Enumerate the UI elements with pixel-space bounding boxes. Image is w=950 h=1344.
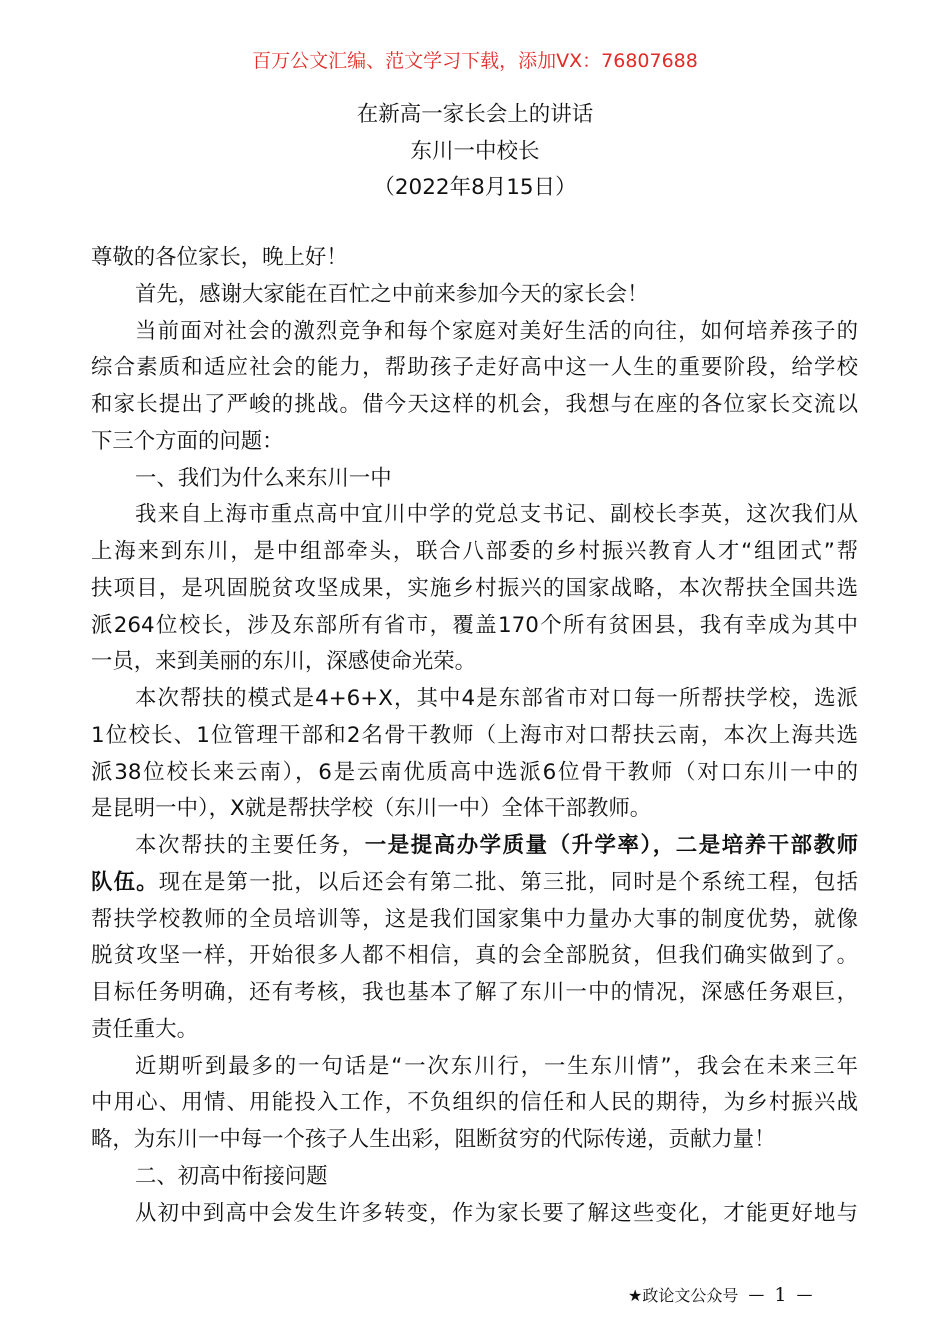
text-run: 尊敬的各位家长，晚上好！ — [91, 245, 348, 270]
text-run: 下三个方面的问题： — [91, 428, 284, 454]
text-line — [91, 424, 858, 461]
text-line — [91, 865, 858, 902]
text-run: 本次帮扶的模式是4+6+X，其中4是东部省市对口每一所帮扶学校，选派 — [135, 686, 858, 711]
paragraph — [91, 314, 858, 461]
page-footer — [628, 1283, 812, 1306]
text-run: 首先，感谢大家能在百忙之中前来参加今天的家长会！ — [135, 281, 649, 307]
paragraph — [91, 681, 858, 828]
text-line — [91, 1196, 858, 1233]
text-line — [91, 277, 858, 314]
text-line — [91, 1159, 858, 1196]
text-run: 上海来到东川，是中组部牵头，联合八部委的乡村振兴教育人才“组团式”帮 — [91, 539, 858, 564]
text-line — [91, 1049, 858, 1086]
text-run: 是昆明一中），X就是帮扶学校（东川一中）全体干部教师。 — [91, 796, 652, 822]
paragraph — [91, 497, 858, 681]
text-line — [91, 1012, 858, 1049]
text-run: 略，为东川一中每一个孩子人生出彩，阻断贫穷的代际传递，贡献力量！ — [91, 1127, 776, 1152]
text-line — [91, 938, 858, 975]
paragraph — [91, 1196, 858, 1233]
text-line — [91, 497, 858, 534]
text-run: 1位校长、1位管理干部和2名骨干教师（上海市对口帮扶云南，本次上海共选 — [91, 722, 858, 748]
text-line — [91, 902, 858, 939]
text-line — [91, 240, 858, 277]
text-run: 本次帮扶的主要任务， — [135, 833, 365, 858]
text-run: 近期听到最多的一句话是“一次东川行，一生东川情”，我会在未来三年 — [135, 1053, 858, 1079]
text-run: 一员，来到美丽的东川，深感使命光荣。 — [91, 649, 477, 675]
text-line — [91, 571, 858, 608]
paragraph — [91, 240, 858, 277]
paragraph — [91, 1159, 858, 1196]
text-line — [91, 1122, 858, 1159]
page-number: 1 — [774, 1283, 787, 1306]
text-run: 综合素质和适应社会的能力，帮助孩子走好高中这一人生的重要阶段，给学校 — [91, 355, 858, 381]
footer-dash-left: — — [748, 1285, 765, 1304]
footer-dash-right: — — [796, 1285, 813, 1304]
text-line — [91, 975, 858, 1012]
document-author: 东川一中校长 — [410, 139, 540, 164]
text-line — [91, 755, 858, 792]
document-title: 在新高一家长会上的讲话 — [356, 102, 594, 127]
text-line — [91, 791, 858, 828]
document-body — [91, 240, 858, 1232]
text-run: 脱贫攻坚一样，开始很多人都不相信，真的会全部脱贫，但我们确实做到了。 — [91, 943, 858, 969]
text-run: 从初中到高中会发生许多转变，作为家长要了解这些变化，才能更好地与 — [135, 1200, 858, 1226]
text-run: 我来自上海市重点高中宜川中学的党总支书记、副校长李英，这次我们从 — [135, 502, 858, 528]
text-run: 派38位校长来云南），6是云南优质高中选派6位骨干教师（对口东川一中的 — [91, 759, 858, 785]
text-run: 现在是第一批，以后还会有第二批、第三批，同时是个系统工程，包括 — [158, 869, 858, 895]
text-run: 中用心、用情、用能投入工作，不负组织的信任和人民的期待，为乡村振兴战 — [91, 1090, 858, 1116]
paragraph — [91, 277, 858, 314]
text-line — [91, 644, 858, 681]
footer-source: ★政论文公众号 — [628, 1286, 739, 1305]
text-line — [91, 1085, 858, 1122]
text-run: 一、我们为什么来东川一中 — [135, 465, 392, 491]
paragraph — [91, 461, 858, 498]
text-line — [91, 718, 858, 755]
text-line — [91, 828, 858, 865]
bold-text: 一是提高办学质量（升学率），二是培养干部教师 — [364, 833, 858, 858]
text-line — [91, 350, 858, 387]
text-line — [91, 608, 858, 645]
paragraph — [91, 1049, 858, 1159]
text-run: 二、初高中衔接问题 — [135, 1163, 328, 1189]
text-line — [91, 534, 858, 571]
text-run: 和家长提出了严峻的挑战。借今天这样的机会，我想与在座的各位家长交流以 — [91, 392, 858, 417]
document-date: （2022年8月15日） — [373, 175, 577, 200]
text-run: 当前面对社会的激烈竞争和每个家庭对美好生活的向往，如何培养孩子的 — [135, 318, 858, 344]
text-run: 派264位校长，涉及东部所有省市，覆盖170个所有贫困县，我有幸成为其中 — [91, 612, 858, 638]
text-run: 责任重大。 — [91, 1016, 198, 1042]
text-line — [91, 681, 858, 718]
text-line — [91, 387, 858, 424]
text-run: 目标任务明确，还有考核，我也基本了解了东川一中的情况，深感任务艰巨， — [91, 980, 858, 1005]
text-line — [91, 461, 858, 498]
bold-text: 队伍。 — [91, 869, 159, 895]
text-run: 扶项目，是巩固脱贫攻坚成果，实施乡村振兴的国家战略，本次帮扶全国共选 — [91, 575, 858, 601]
paragraph — [91, 828, 858, 1049]
text-run: 帮扶学校教师的全员培训等，这是我们国家集中力量办大事的制度优势，就像 — [91, 906, 858, 932]
text-line — [91, 314, 858, 351]
header-notice: 百万公文汇编、范文学习下载，添加VX：76807688 — [252, 50, 698, 72]
